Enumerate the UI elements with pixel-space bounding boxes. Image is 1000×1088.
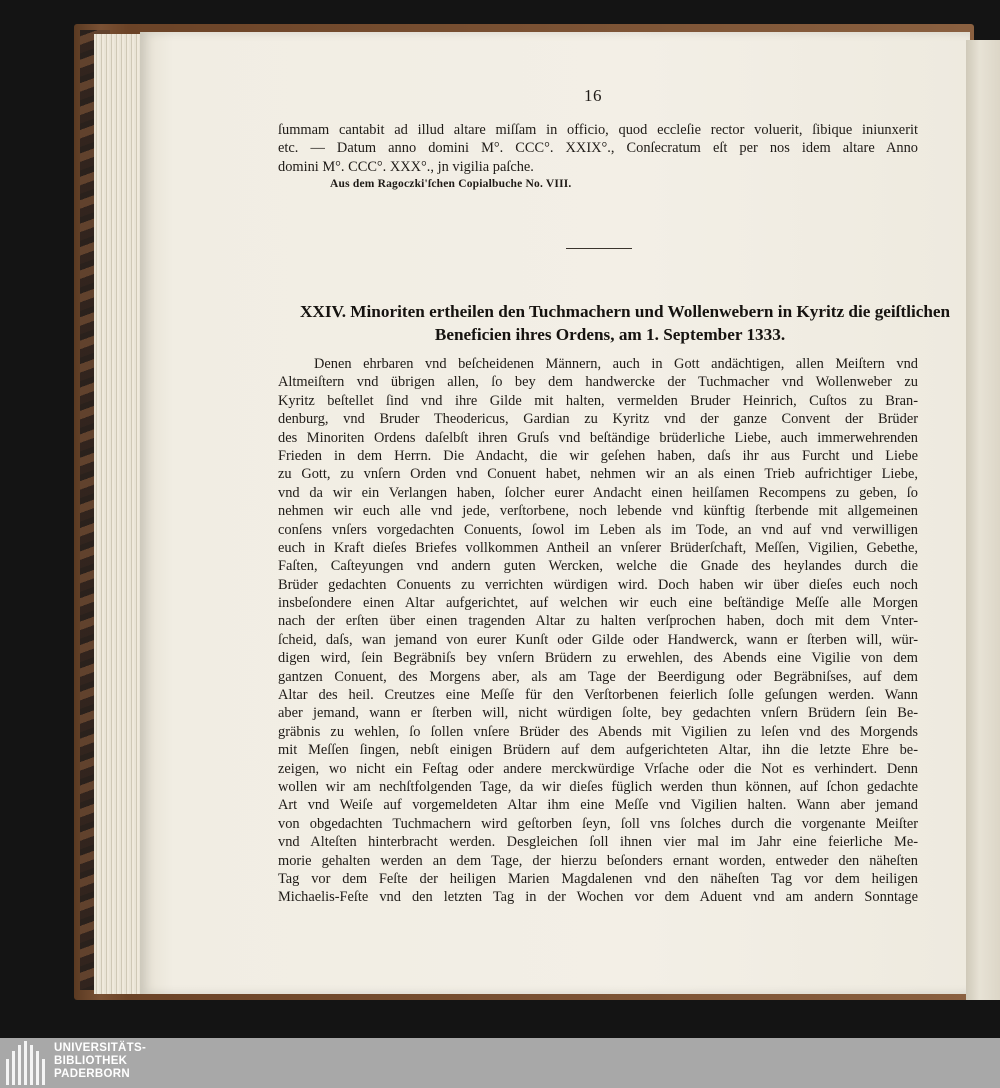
source-note: Aus dem Ragoczki'ſchen Copialbuche No. VIII. [330,178,572,190]
library-name [54,1042,146,1081]
title-line: XXIV. Minoriten ertheilen den Tuchmachern und Wollenwebern in Kyritz die geiſtlichen [300,302,951,321]
body-line: gantzen Conuent, des Morgens aber, als am Tage der Beerdigung oder Begräbniſses, auf dem [278,668,918,685]
body-line: zeigen, wo nicht ein Feſtag oder andere merckwürdige Vrſache oder die Not es verhindert. Denn [278,760,918,777]
body-line: Altar des heil. Creutzes eine Meſſe für den Verſtorbenen feierlich ſolle geſungen werden. Wann [278,687,918,704]
body-line: Altmeiſtern vnd übrigen allen, ſo bey dem handwercke der Tuchmacher vnd Wollenweber zu [278,374,918,391]
body-line: aber jemand, wann er ſterben will, nicht würdigen ſolte, bey gedachten vnſern Brüdern ſein Be- [278,705,918,722]
body-line: Michaelis-Feſte vnd den letzten Tag in der Wochen vor dem Aduent vnd am andern Sonntage [278,889,918,906]
text-line: domini M°. CCC°. XXX°., jn vigilia paſche. [278,158,534,175]
library-name-line: UNIVERSITÄTS- [54,1042,147,1054]
library-logo-icon [6,1041,50,1085]
body-line: Frieden in dem Herrn. Die Andacht, die wir geſehen haben, daſs ihr aus Furcht und Liebe [278,447,918,464]
body-line: vnd da wir ein Verlangen haben, ſolcher eurer Andacht einen heilſamen Recompens zu geben, ſo [278,484,918,501]
text-line: etc. — Datum anno domini M°. CCC°. XXIX°., Conſecratum eſt per nos idem altare Anno [278,140,918,157]
body-line: Tag vor dem Feſte der heiligen Marien Magdalenen vnd den näheſten Tag vor dem heiligen [278,870,918,887]
body-line: gräbnis zu wehlen, ſo ſollen vnſere Brüder des Abends mit Vigilien zu leſen vnd des Morgends [278,723,918,740]
body-line: Denen ehrbaren vnd beſcheidenen Männern, auch in Gott andächtigen, allen Meiſtern vnd [314,356,918,372]
continued-text [278,121,918,176]
body-line: Kyritz beſtellet ſind vnd ihre Gilde mit halten, vermelden Bruder Heinrich, Cuſtos zu Bran- [278,392,918,409]
body-line: morie gehalten werden an dem Tage, der hierzu beſonders ernant worden, entweder den näheſten [278,852,918,869]
library-name-line: BIBLIOTHEK [54,1055,128,1067]
body-line: nehmen wir euch alle vnd jede, verſtorbene, noch lebende vnd künftig ſterbende mit allgemeinen [278,503,918,520]
document-body [278,355,918,907]
body-line: Faſten, Caſteyungen vnd andern guten Wercken, welche die Gnade des heylandes durch die [278,558,918,575]
body-line: euch in Kraft dieſes Briefes vollkommen Antheil an vnſerer Brüderſchaft, Meſſen, Vigilien, Gebethe, [278,539,918,556]
body-line: des Minoriten Ordens daſelbſt ihren Gruſs vnd beſtändige brüderliche Liebe, auch immerwehrenden [278,429,918,446]
body-line: Brüder gedachten Conuents zu verrichten würdigen wird. Doch haben wir über dieſes euch noch [278,576,918,593]
library-footer [0,1038,1000,1088]
body-line: vnd Alteſten hinterbracht werden. Desgleichen ſoll ihnen vier mal im Jahr eine feierliche Me- [278,834,918,851]
document-title [300,300,951,346]
section-divider [566,248,632,249]
body-line: wollen wir am nechſtfolgenden Tage, da wir dieſes füglich werden thun können, auf ſchon gedachte [278,778,918,795]
body-line: zu Gott, zu vnſern Orden vnd Conuent habet, nehmen wir an als einen Trieb aufrichtiger Liebe, [278,466,918,483]
body-line: von obgedachten Tuchmachern wird geſtorben ſeyn, ſoll vns ſolches durch die vorgenante Meiſter [278,815,918,832]
body-line: ſcheid, daſs, wan jemand von eurer Kunſt oder Gilde oder Handwerck, wann er ſterben will, wür- [278,631,918,648]
body-line: nach der erſten über einen tragenden Altar zu halten verſprochen haben, doch mit dem Vnter- [278,613,918,630]
page-number: 16 [584,86,602,105]
text-line: ſummam cantabit ad illud altare miſſam in officio, quod eccleſie rector voluerit, ſibique iniunxerit [278,122,918,138]
body-line: mit Meſſen ſingen, nebſt einigen Brüdern auf dem aufgerichteten Altar, ihn die letzte Ehre be- [278,742,918,759]
body-line: Art vnd Weiſe auf vorgemeldeten Altar ihm eine Meſſe vnd Vigilien halten. Wann aber jemand [278,797,918,814]
library-name-line: PADERBORN [54,1068,130,1080]
body-line: conſens vnſers vorgedachten Conuents, ſowol im Leben als im Tode, an vnd auf vnd verwilligen [278,521,918,538]
body-line: digen wird, ſein Begräbniſs bey vnſern Brüdern zu erwehlen, des Abends eine Vigilie von dem [278,650,918,667]
title-line: Beneficien ihres Ordens, am 1. September 1333. [434,325,786,344]
body-line: insbeſondere einen Altar aufgerichtet, auf welchen wir euch eine beſtändige Meſſe alle Morgen [278,595,918,612]
page-stack-right [966,40,1000,1000]
body-line: denburg, vnd Bruder Theodericus, Gardian zu Kyritz vnd der ganze Convent der Brüder [278,411,918,428]
